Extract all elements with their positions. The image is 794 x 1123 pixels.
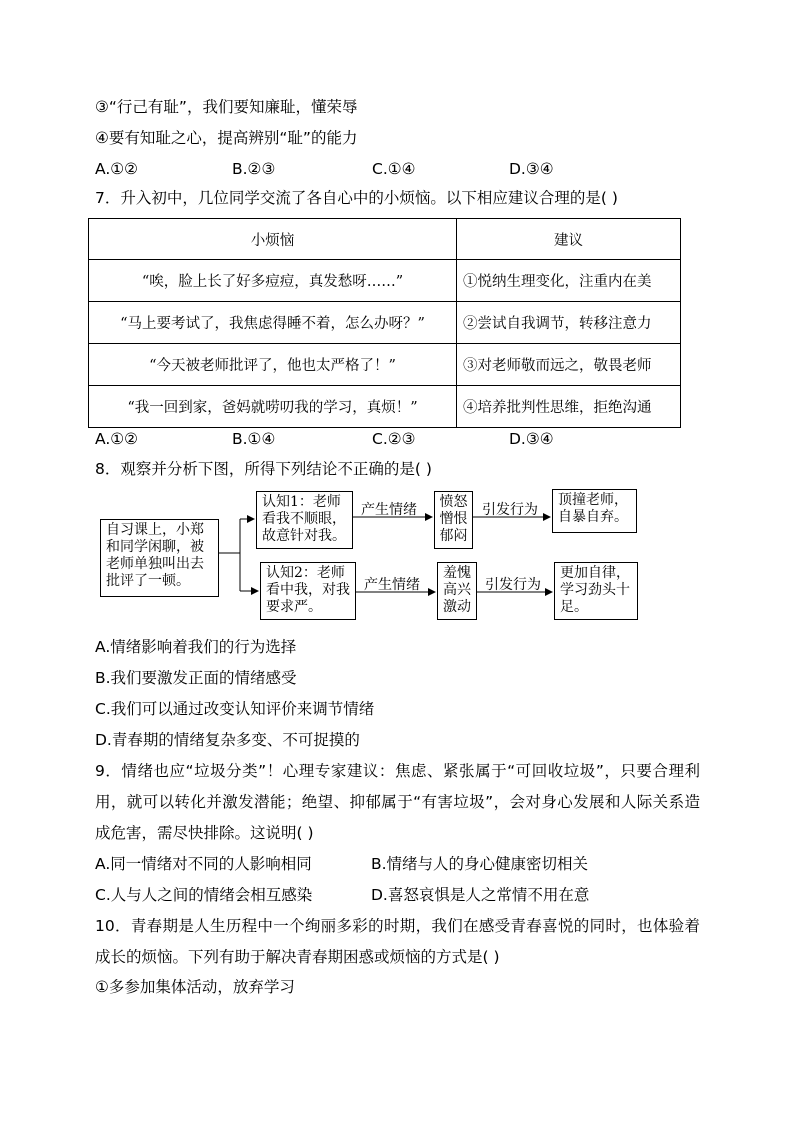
q9-option-b[interactable]: B.情绪与人的身心健康密切相关 bbox=[371, 855, 589, 873]
cognition-2-box: 认知2：老师看中我，对我要求严。 bbox=[260, 562, 356, 620]
behavior-1-box: 顶撞老师，自暴自弃。 bbox=[552, 489, 637, 533]
q6-option-d[interactable]: D.③④ bbox=[509, 160, 554, 178]
q9-option-a[interactable]: A.同一情绪对不同的人影响相同 bbox=[95, 855, 312, 873]
q8-option-c[interactable]: C.我们可以通过改变认知评价来调节情绪 bbox=[95, 700, 375, 718]
q6-option-a[interactable]: A.①② bbox=[95, 160, 139, 178]
q6-option-c[interactable]: C.①④ bbox=[372, 160, 416, 178]
q9-stem: 9．情绪也应“垃圾分类”！心理专家建议：焦虑、紧张属于“可回收垃圾”，只要合理利用，就可以转化并激发潜能；绝望、抑郁属于“有害垃圾”，会对身心发展和人际关系造成危害，需尽快排除。这说明( ) bbox=[95, 762, 700, 842]
q8-option-a[interactable]: A.情绪影响着我们的行为选择 bbox=[95, 638, 297, 656]
q8-option-b[interactable]: B.我们要激发正面的情绪感受 bbox=[95, 669, 297, 687]
table-header-advice: 建议 bbox=[457, 219, 681, 260]
emotion-1-box: 愤怒憎恨郁闷 bbox=[434, 491, 473, 549]
table-cell-advice: ②尝试自我调节，转移注意力 bbox=[457, 302, 681, 344]
q10-stem: 10．青春期是人生历程中一个绚丽多彩的时期，我们在感受青春喜悦的同时，也体验着成长的烦恼。下列有助于解决青春期困惑或烦恼的方式是( ) bbox=[95, 917, 700, 966]
q7-stem: 7．升入初中，几位同学交流了各自心中的小烦恼。以下相应建议合理的是( ) bbox=[95, 189, 618, 207]
q9-options-row-1 bbox=[95, 854, 695, 874]
q9-option-d[interactable]: D.喜怒哀惧是人之常情不用在意 bbox=[371, 886, 590, 904]
q8-stem: 8．观察并分析下图，所得下列结论不正确的是( ) bbox=[95, 460, 432, 478]
arrow-label-emotion-1: 产生情绪 bbox=[361, 502, 417, 518]
q9-options-row-2 bbox=[95, 885, 695, 905]
q8-option-d[interactable]: D.青春期的情绪复杂多变、不可捉摸的 bbox=[95, 731, 360, 749]
table-header-worry: 小烦恼 bbox=[89, 219, 457, 260]
emotion-2-box: 羞愧高兴激动 bbox=[437, 562, 477, 620]
arrow-label-behavior-1: 引发行为 bbox=[482, 502, 538, 518]
q6-option-b[interactable]: B.②③ bbox=[232, 160, 276, 178]
q10-item-1: ①多参加集体活动，放弃学习 bbox=[95, 978, 295, 996]
q6-item-3: ③“行己有耻”，我们要知廉耻，懂荣辱 bbox=[95, 98, 358, 116]
situation-box: 自习课上，小郑和同学闲聊，被老师单独叫出去批评了一顿。 bbox=[100, 519, 219, 597]
behavior-2-box: 更加自律，学习劲头十足。 bbox=[554, 562, 638, 620]
q7-option-b[interactable]: B.①④ bbox=[232, 430, 276, 448]
table-cell-worry: “唉，脸上长了好多痘痘，真发愁呀……” bbox=[89, 260, 457, 302]
table-cell-advice: ①悦纳生理变化，注重内在美 bbox=[457, 260, 681, 302]
arrow-label-emotion-2: 产生情绪 bbox=[364, 577, 420, 593]
table-cell-worry: “今天被老师批评了，他也太严格了！” bbox=[89, 344, 457, 386]
table-cell-advice: ③对老师敬而远之，敬畏老师 bbox=[457, 344, 681, 386]
cognition-1-box: 认知1：老师看我不顺眼，故意针对我。 bbox=[256, 491, 353, 549]
q9-option-c[interactable]: C.人与人之间的情绪会相互感染 bbox=[95, 886, 313, 904]
table-cell-advice: ④培养批判性思维，拒绝沟通 bbox=[457, 386, 681, 428]
q6-item-4: ④要有知耻之心，提高辨别“耻”的能力 bbox=[95, 129, 358, 147]
q7-option-c[interactable]: C.②③ bbox=[372, 430, 416, 448]
table-cell-worry: “我一回到家，爸妈就唠叨我的学习，真烦！” bbox=[89, 386, 457, 428]
q7-option-a[interactable]: A.①② bbox=[95, 430, 139, 448]
table-cell-worry: “马上要考试了，我焦虑得睡不着，怎么办呀？” bbox=[89, 302, 457, 344]
q7-option-d[interactable]: D.③④ bbox=[509, 430, 554, 448]
arrow-label-behavior-2: 引发行为 bbox=[485, 577, 541, 593]
